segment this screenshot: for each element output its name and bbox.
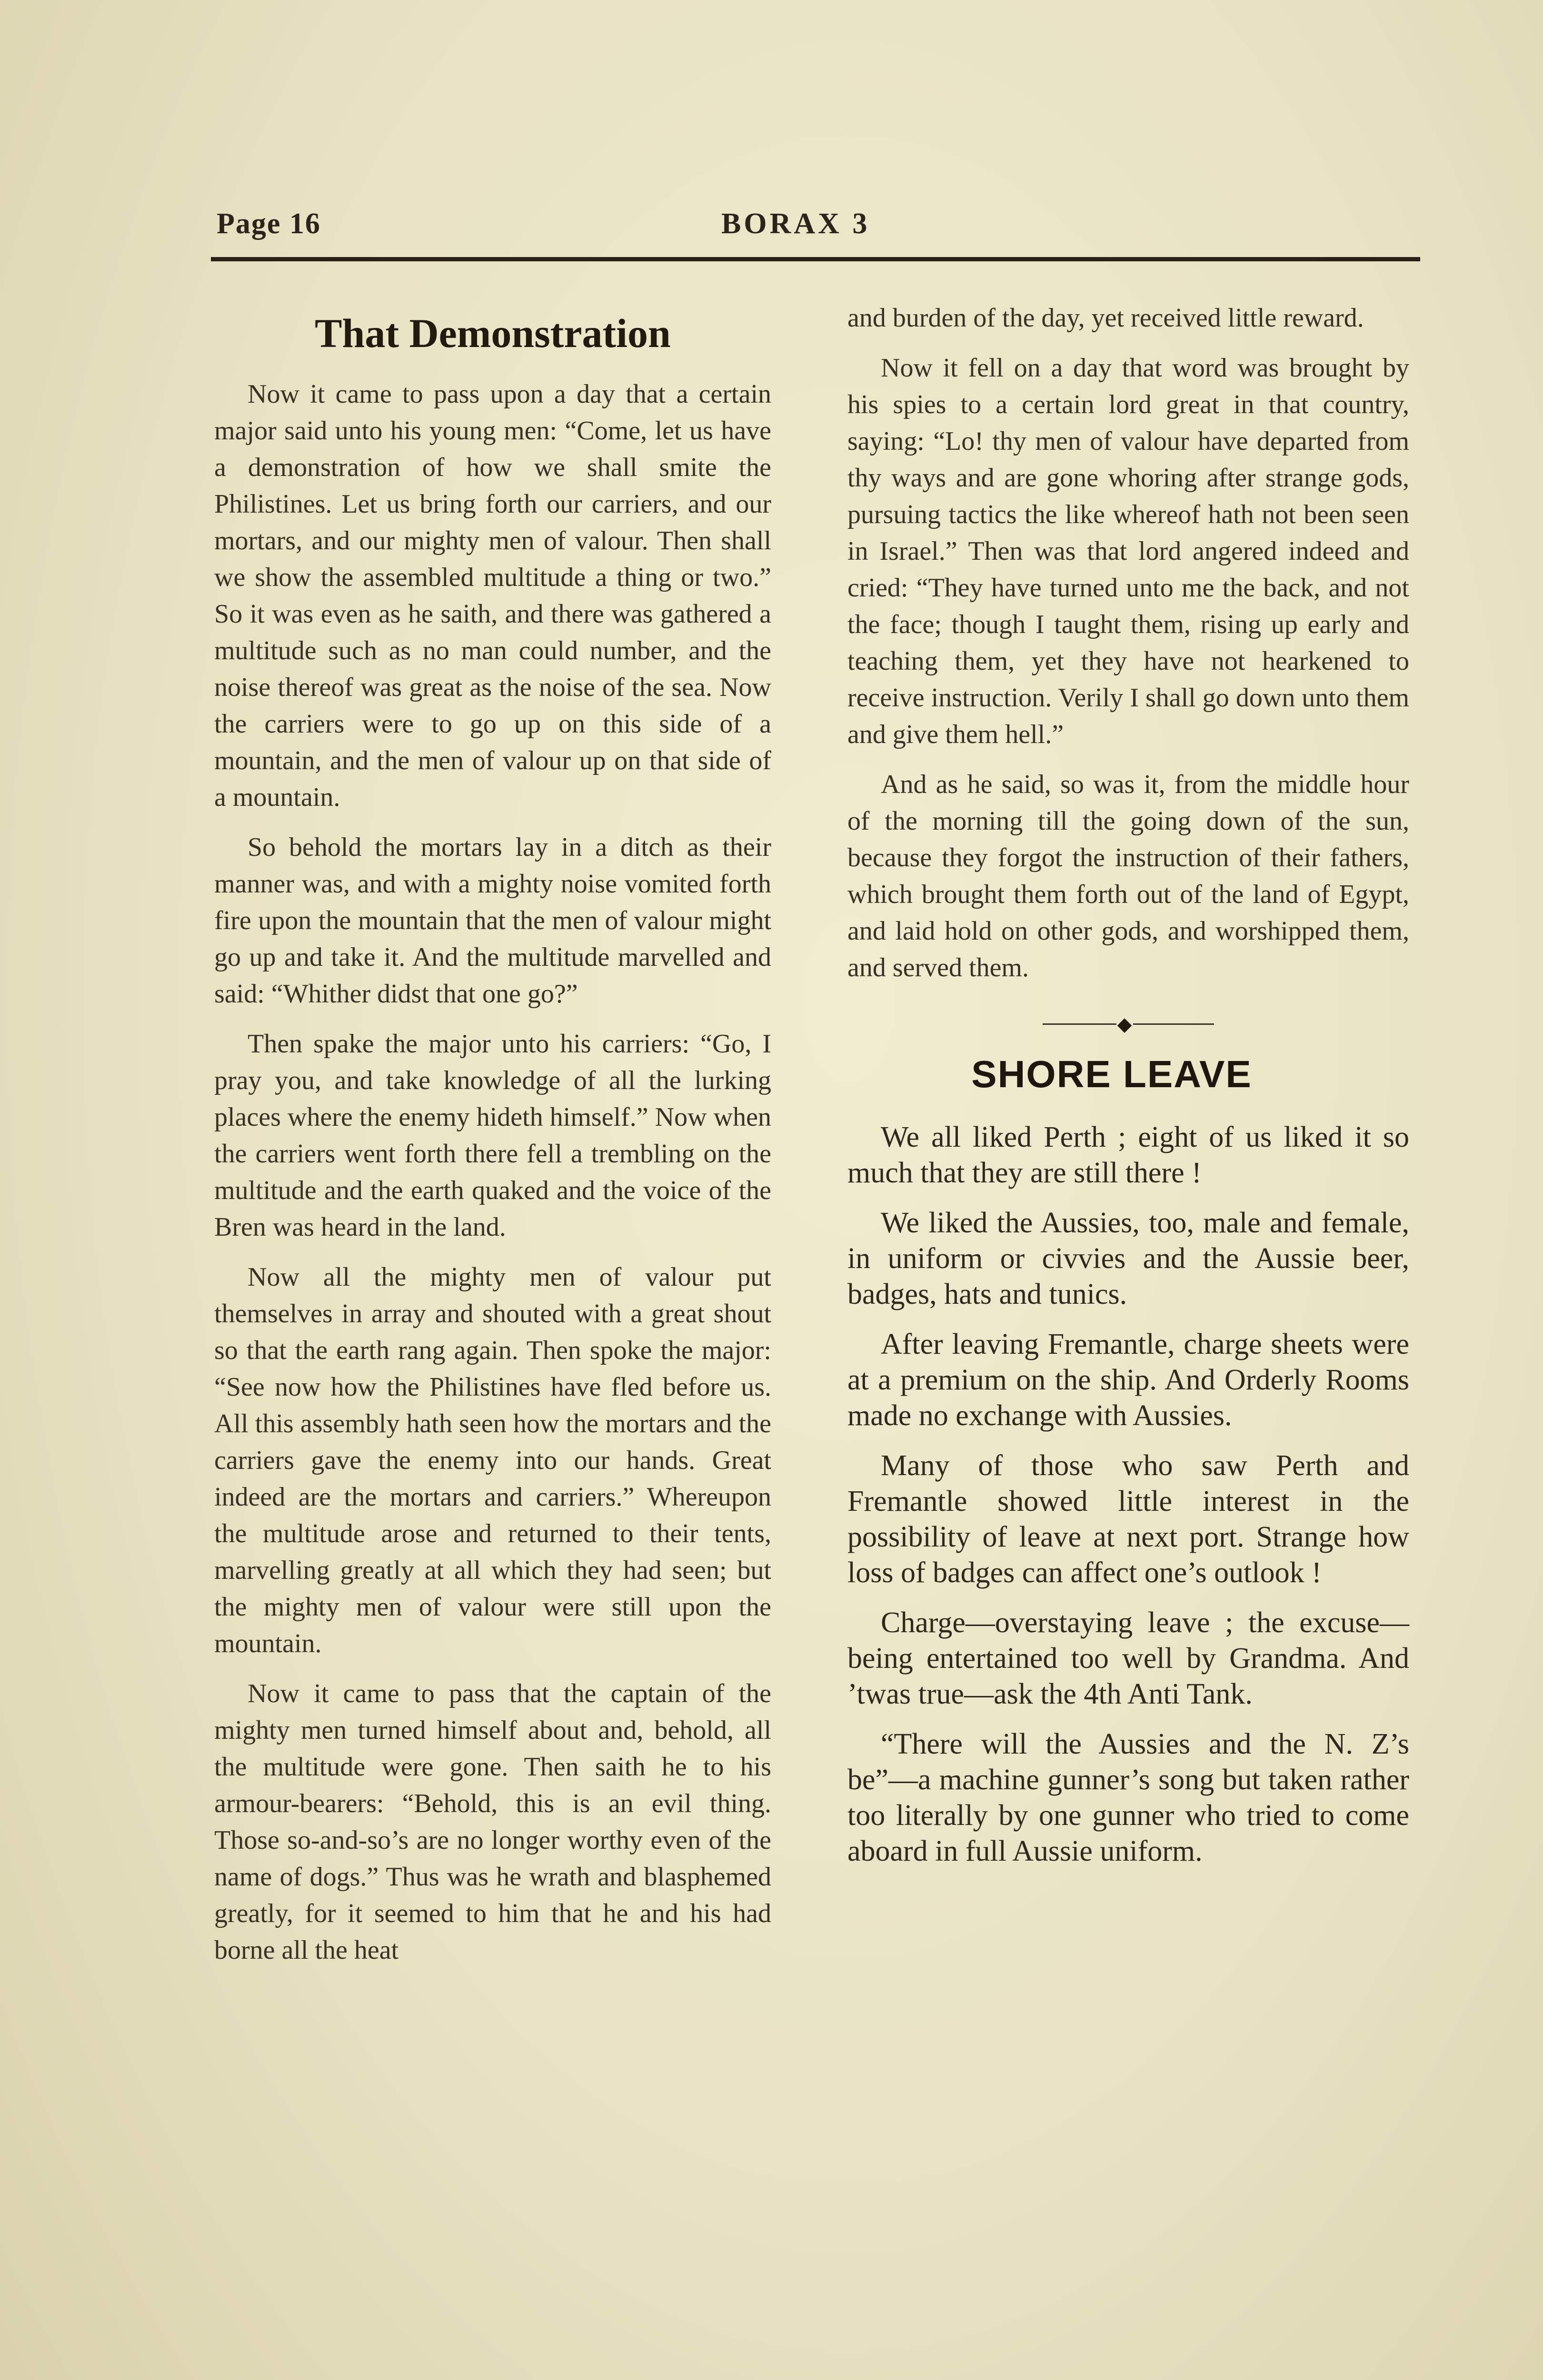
running-title: BORAX 3 xyxy=(721,208,870,240)
article-continuation: and burden of the day, yet received little reward. xyxy=(847,303,1364,333)
shore-leave-paragraph: We liked the Aussies, too, male and female, in uniform or civvies and the Aussie beer, badges, hats and tunics. xyxy=(847,1207,1409,1310)
article-paragraph: And as he said, so was it, from the middle hour of the morning till the going down of the sun, because they forgot the instruction of their fathers, which brought them forth out of the land of Egypt, and laid hold on other gods, and worshipped them, and served them. xyxy=(847,770,1409,982)
header-rule xyxy=(211,257,1420,261)
article-paragraph: Now all the mighty men of valour put themselves in array and shouted with a great shout so that the earth rang again. Then spoke the major: “See now how the Philistines have fled before us. All this assembly hath seen how the mortars and the carriers gave the enemy into our hands. Great indeed are the mortars and carriers.” Whereupon the multitude arose and returned to their tents, marvelling greatly at all which they had seen; but the mighty men of valour were still upon the mountain. xyxy=(214,1262,771,1658)
shore-leave-paragraph: “There will the Aussies and the N. Z’s be”—a machine gunner’s song but taken rather too literally by one gunner who tried to come aboard in full Aussie uniform. xyxy=(847,1728,1409,1867)
diamond-ornament-icon: ◆ xyxy=(1117,1013,1132,1035)
page-header xyxy=(217,202,1421,245)
shore-leave-section xyxy=(847,1051,1409,1869)
article-paragraph: Then spake the major unto his carriers: “Go, I pray you, and take knowledge of all the lurking places where the enemy hideth himself.” Now when the carriers went forth there fell a trembling on the multitude and the earth quaked and the voice of the Bren was heard in the land. xyxy=(214,1029,771,1242)
separator-line-left xyxy=(1043,1023,1116,1025)
shore-leave-paragraph: After leaving Fremantle, charge sheets were at a premium on the ship. And Orderly Rooms made no exchange with Aussies. xyxy=(847,1328,1409,1432)
left-column xyxy=(214,300,771,1982)
page-number: Page 16 xyxy=(217,208,321,240)
shore-leave-paragraph: We all liked Perth ; eight of us liked it so much that they are still there ! xyxy=(847,1121,1409,1189)
article-paragraph: Now it fell on a day that word was brought by his spies to a certain lord great in that country, saying: “Lo! thy men of valour have departed from thy ways and are gone whoring after strange gods, pursuing tactics the like whereof hath not been seen in Israel.” Then was that lord angered indeed and cried: “They have turned unto me the back, and not the face; though I taught them, rising up early and teaching them, yet they have not hearkened to receive instruction. Verily I shall go down unto them and give them hell.” xyxy=(847,353,1409,749)
article-title-demonstration: That Demonstration xyxy=(315,310,671,356)
section-separator xyxy=(847,1008,1409,1041)
right-column xyxy=(847,300,1409,1884)
separator-line-right xyxy=(1133,1023,1214,1025)
article-paragraph: Now it came to pass that the captain of the mighty men turned himself about and, behold, all the multitude were gone. Then saith he to his armour-bearers: “Behold, this is an evil thing. Those so-and-so’s are no longer worthy even of the name of dogs.” Thus was he wrath and blasphemed greatly, for it seemed to him that he and his had borne all the heat xyxy=(214,1679,771,1965)
article-title-shore-leave: SHORE LEAVE xyxy=(971,1053,1252,1095)
article-paragraph: Now it came to pass upon a day that a certain major said unto his young men: “Come, let us have a demonstration of how we shall smite the Philistines. Let us bring forth our carriers, and our mortars, and our mighty men of valour. Then shall we show the assembled multitude a thing or two.” So it was even as he saith, and there was gathered a multitude such as no man could number, and the noise thereof was great as the noise of the sea. Now the carriers were to go up on this side of a mountain, and the men of valour up on that side of a mountain. xyxy=(214,379,771,812)
shore-leave-paragraph: Many of those who saw Perth and Fremantle showed little interest in the possibility of leave at next port. Strange how loss of badges can affect one’s outlook ! xyxy=(847,1449,1409,1589)
shore-leave-paragraph: Charge—overstaying leave ; the excuse—being entertained too well by Grandma. And ’twas true—ask the 4th Anti Tank. xyxy=(847,1606,1409,1710)
article-paragraph: So behold the mortars lay in a ditch as their manner was, and with a mighty noise vomited forth fire upon the mountain that the men of valour might go up and take it. And the multitude marvelled and said: “Whither didst that one go?” xyxy=(214,833,771,1009)
